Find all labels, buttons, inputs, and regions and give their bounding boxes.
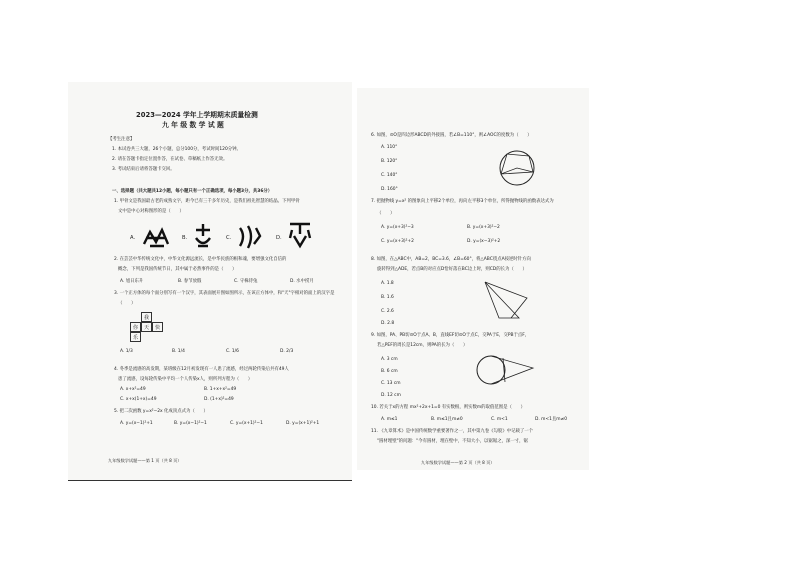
option-label: A. (130, 235, 136, 241)
option-label: A. 旭日东升 (120, 279, 144, 284)
cube-net-cell: 天 (141, 322, 152, 332)
oracle-glyph-c-image (236, 222, 262, 250)
question-4-text: 4. 冬季是流感的高发期，某班级在12月初发现有一人患了流感，经过两轮传染后共有49人 (114, 367, 289, 372)
question-2-text: 2. 在芸芸中华传统文化中，中华文化源远流长，是中华民族的根和魂，要增强文化自信的 (114, 257, 287, 262)
question-5-text: 5. 把二次函数 y=x²−2x 化成顶点式为（ ） (114, 409, 208, 414)
option-label: C. 守株待兔 (234, 279, 258, 284)
exam-header-year: 2023—2024 学年上学期期末质量检测 (136, 111, 258, 119)
option-label: B. 1/4 (172, 349, 185, 354)
section-title: 一、选择题（共大题共12小题，每小题只有一个正确选项，每小题3分，共36分） (112, 189, 273, 194)
cube-net-cell: 乐 (130, 332, 141, 342)
option-label: C. 140° (381, 173, 398, 178)
option-label: B. (182, 235, 188, 241)
option-label: C. y=(x+1)²−1 (230, 421, 263, 426)
option-label: D. 2.8 (381, 321, 395, 326)
question-9-text: 若△PEF的周长是12cm，则PA的长为（ ） (377, 343, 468, 348)
oracle-glyph-b-image (192, 222, 214, 250)
notice-line: 1. 本试卷共三大题，26个小题，总分100分，考试时间120分钟。 (112, 147, 241, 152)
question-11-text: 11. 《九章算术》是中国传统数学重要著作之一，其中第九卷《勾股》中记载了一个 (371, 429, 534, 434)
question-2-text: 概念，下列是我国传统节日，其中属于必然事件的是（ ） (118, 267, 237, 272)
question-9-text: 9. 如图，PA、PB切⊙O于点A、B，直线EF切⊙O于点C，交PA于E，交PB于点F， (371, 333, 530, 338)
option-label: A. 110° (381, 145, 398, 150)
option-label: C. 13 cm (381, 381, 401, 386)
option-label: B. 120° (381, 159, 398, 164)
option-label: B. y=(x+3)²−2 (467, 225, 500, 230)
option-label: A. y=(x+3)²−3 (381, 225, 414, 230)
notice-title: 【考生注意】 (108, 137, 135, 142)
question-3-text: 3. 一个正方体的每个面分别写有一个汉字，其表面展开图如图所示，在该正方体中，和"天"字相对的面上的汉字是 (114, 291, 335, 296)
notice-line: 2. 请在答题卡指定位置作答，在试卷、草稿纸上作答无效。 (112, 157, 228, 162)
option-label: B. m≤1且m≠0 (431, 417, 463, 422)
page-footer: 九年级数学试题——第 1 页（共 8 页） (108, 458, 182, 463)
oracle-glyph-d-image (286, 220, 314, 250)
option-label: C. 1/6 (226, 349, 239, 354)
exam-page-left (68, 82, 352, 480)
exam-header-title: 九 年 级 数 学 试 题 (162, 121, 224, 129)
circle-quadrilateral-figure (495, 148, 539, 190)
question-4-text: 患了流感，设每轮传染中平均一个人传染x人，则所列方程为（ ） (118, 377, 253, 382)
question-8-text: 8. 如图，在△ABC中，AB=2，BC=3.6，∠B=60°，将△ABC绕点A按逆时针方向 (371, 257, 531, 262)
option-label: C. y=(x+3)²+2 (381, 239, 414, 244)
option-label: D. y=(x−3)²+2 (467, 239, 501, 244)
page-bottom-rule (68, 480, 352, 481)
option-label: A. y=(x−1)²+1 (120, 421, 153, 426)
rotated-triangle-figure (481, 278, 531, 322)
option-label: D. (276, 235, 282, 241)
option-label: A. x+x²=49 (120, 387, 146, 392)
question-3-text: （ ） (118, 301, 136, 306)
option-label: D. 2/3 (280, 349, 294, 354)
question-8-text: 旋转得到△ADE，若点B的对应点D恰好落在BC边上时，则CD的长为（ ） (377, 267, 527, 272)
option-label: A. 1/3 (120, 349, 133, 354)
option-label: D. 水中捞月 (290, 279, 314, 284)
tangent-circle-figure (475, 350, 537, 390)
question-11-text: "圆材埋壁"的问题："今有圆材，埋在壁中，不知大小，以锯锯之，深一寸，锯 (377, 439, 528, 444)
question-7-text: （ ） (377, 211, 395, 216)
page-footer: 九年级数学试题——第 2 页（共 8 页） (421, 460, 495, 465)
option-label: C. 2.6 (381, 309, 394, 314)
cube-net-cell: 你 (130, 322, 141, 332)
exam-page-right (357, 88, 589, 470)
option-label: B. 6 cm (381, 369, 398, 374)
question-10-text: 10. 若关于x的方程 mx²+2x+1=0 有实数根，则实数m的取值范围是（ ） (371, 405, 526, 410)
option-label: C. x+x(1+x)=49 (120, 397, 157, 402)
option-label: C. (226, 235, 232, 241)
option-label: A. 3 cm (381, 357, 398, 362)
question-6-text: 6. 如图，⊙O是四边形ABCD的外接圆，若∠B=110°，则∠AOC的度数为（ ） (371, 133, 532, 138)
cube-net-cell: 快 (152, 322, 163, 332)
option-label: D. m<1且m≠0 (535, 417, 568, 422)
option-label: C. m<1 (491, 417, 508, 422)
cube-net-cell: 我 (141, 312, 152, 322)
option-label: B. 1+x+x²=49 (204, 387, 237, 392)
option-label: D. 12 cm (381, 393, 401, 398)
option-label: D. (1+x)²=49 (204, 397, 234, 402)
option-label: A. 1.8 (381, 281, 394, 286)
option-label: B. 1.6 (381, 295, 394, 300)
question-1-text: 文中是中心对称图形的是（ ） (118, 209, 184, 214)
option-label: B. 春节放假 (178, 279, 202, 284)
notice-line: 3. 考试结束后请将答题卡交回。 (112, 167, 175, 172)
option-label: A. m≤1 (381, 417, 398, 422)
question-7-text: 7. 把抛物线 y=x² 的图象向上平移2个单位，再向左平移3个单位，所得抛物线的函数表达式为 (371, 199, 554, 204)
oracle-glyph-a-image (142, 224, 172, 248)
question-1-text: 1. 甲骨文是我国最古老的成熟文字，距今已有三千多年历史，是我们祖先智慧的结晶。下列甲骨 (114, 199, 300, 204)
option-label: B. y=(x−1)²−1 (174, 421, 207, 426)
option-label: D. y=(x+1)²+1 (286, 421, 320, 426)
option-label: D. 160° (381, 187, 398, 192)
